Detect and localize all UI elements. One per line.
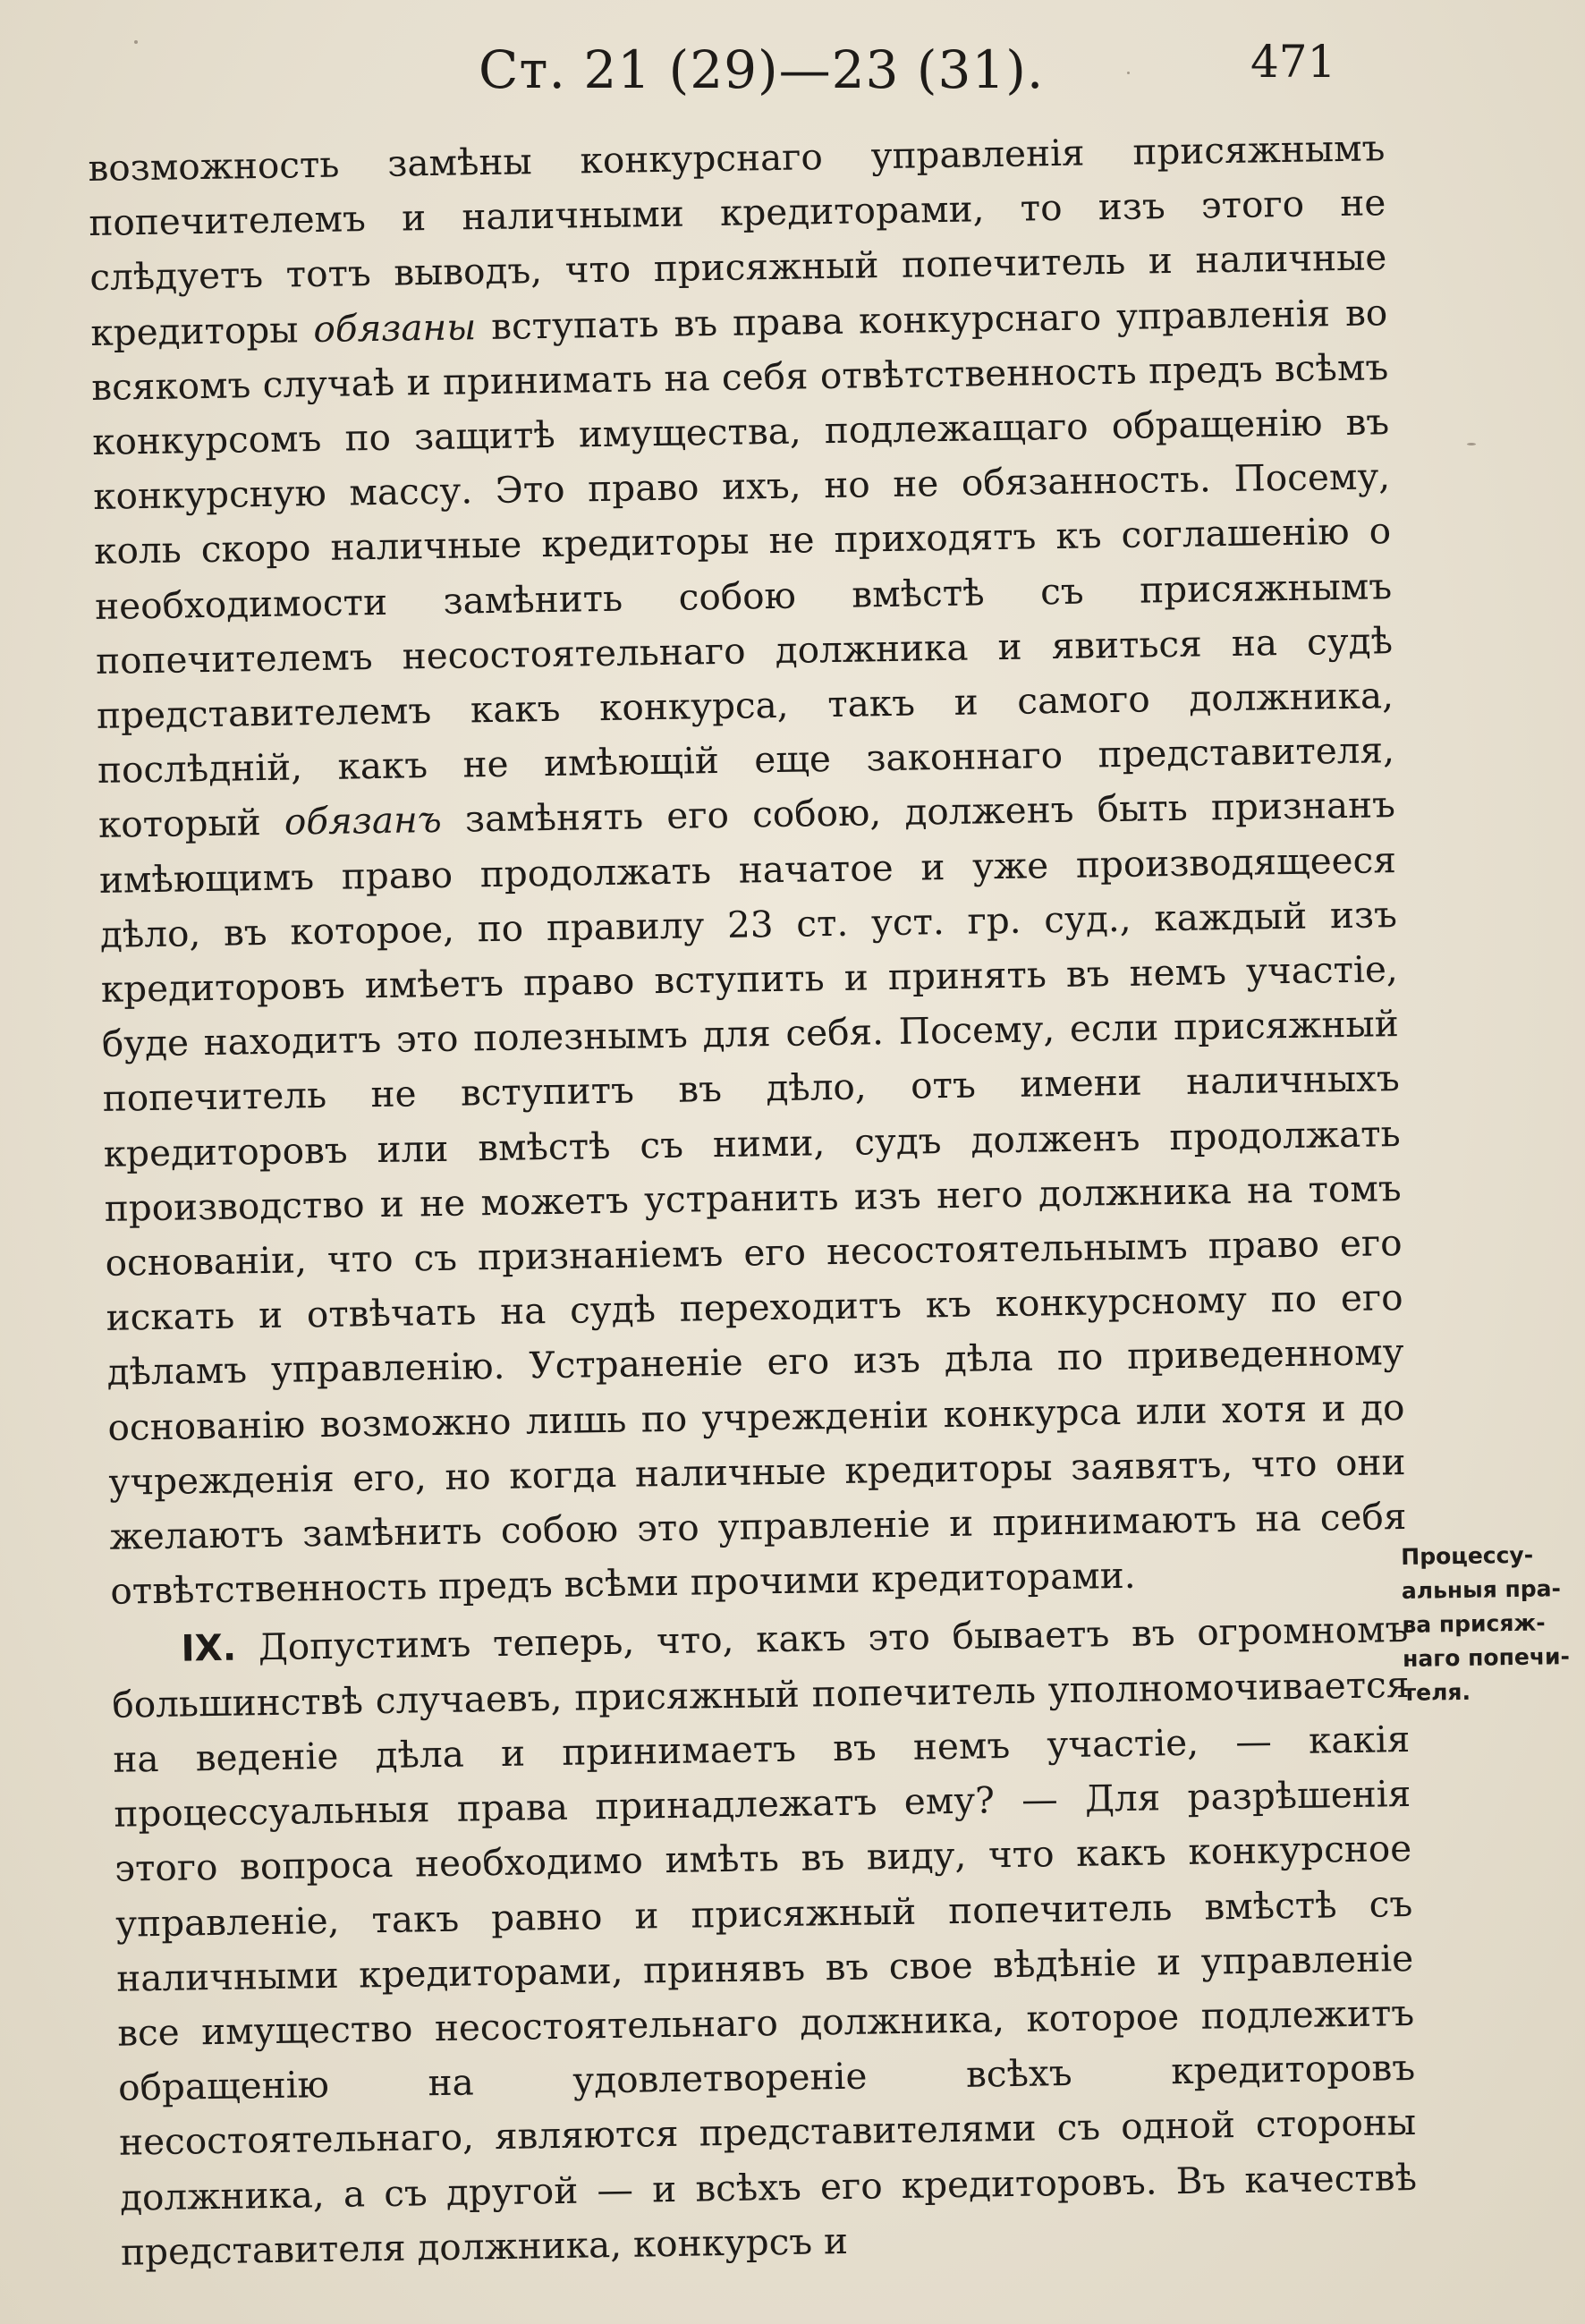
marginal-note-line-5: теля. — [1403, 1678, 1471, 1706]
paper-speck — [134, 40, 138, 44]
paragraph-2 — [111, 1603, 1418, 2280]
running-title: Ст. 21 (29)—23 (31). — [479, 39, 1045, 100]
main-text-block — [88, 121, 1418, 2279]
marginal-note-line-1: Процессу- — [1401, 1541, 1534, 1570]
paper-speck — [1127, 72, 1130, 74]
marginal-note — [1401, 1538, 1585, 1710]
paragraph-2-text: Допустимъ теперь, что, какъ это бываетъ въ огромномъ большинствѣ случаевъ, присяжный попечитель уполномочивается на веденіе дѣла и принимаетъ въ немъ участіе, — какія процессуальныя права принадлежатъ ему? — Для разрѣшенія этого вопроса необходимо имѣть въ виду, что какъ конкурсное управленіе, такъ равно и присяжный попечитель вмѣстѣ съ наличными кредиторами, принявъ въ свое вѣдѣніе и управленіе все имущество несостоятельнаго должника, которое подлежитъ обращенію на удовлетвореніе всѣхъ кредиторовъ несостоятельнаго, являются представителями съ одной стороны должника, а съ другой — и всѣхъ его кредиторовъ. Въ качествѣ представителя должника, конкурсъ и — [112, 1607, 1418, 2274]
paragraph-1 — [88, 121, 1408, 1619]
page-header — [0, 32, 1585, 113]
marginal-note-line-2: альныя пра- — [1401, 1575, 1562, 1604]
emphasis-obyazany: обязаны — [313, 304, 477, 351]
paragraph-1-part-3: замѣнять его собою, долженъ быть признанъ имѣющимъ право продолжать начатое и уже производящееся дѣло, въ которое, по правилу 23 ст. уст. гр. суд., каждый изъ кредиторовъ имѣетъ право вступить и принять въ немъ участіе, буде находитъ это полезнымъ для себя. Посему, если присяжный попечитель не вступитъ въ дѣло, отъ имени наличныхъ кредиторовъ или вмѣстѣ съ ними, судъ долженъ продолжать производство и не можетъ устранить изъ него должника на томъ основаніи, что съ признаніемъ его несостоятельнымъ право его искать и отвѣчать на судѣ переходитъ къ конкурсному по его дѣламъ управленію. Устраненіе его изъ дѣла по приведенному основанію возможно лишь по учрежденіи конкурса или хотя и до учрежденія его, но когда наличные кредиторы заявятъ, что они желаютъ замѣнить собою это управленіе и принимаютъ на себя отвѣтственность предъ всѣми прочими кредиторами. — [98, 783, 1407, 1614]
paper-speck — [1467, 443, 1476, 445]
paragraph-1-part-2: вступать въ права конкурснаго управленія во всякомъ случаѣ и принимать на себя отвѣтственность предъ всѣмъ конкурсомъ по защитѣ имущества, подлежащаго обращенію въ конкурсную массу. Это право ихъ, но не обязанность. Посему, коль скоро наличные кредиторы не приходятъ къ соглашенію о необходимости замѣнить собою вмѣстѣ съ присяжнымъ попечителемъ несостоятельнаго должника и явиться на судѣ представителемъ какъ конкурса, такъ и самого должника, послѣдній, какъ не имѣющій еще законнаго представителя, который — [90, 290, 1395, 847]
emphasis-obyazan: обязанъ — [284, 798, 443, 844]
section-number: IX. — [181, 1626, 237, 1671]
marginal-note-line-3: ва присяж- — [1402, 1609, 1546, 1638]
marginal-note-line-4: наго попечи- — [1402, 1643, 1571, 1672]
page-number: 471 — [1250, 36, 1336, 88]
paragraph-1-part-1: возможность замѣны конкурснаго управленія присяжнымъ попечителемъ и наличными кредиторами, то изъ этого не слѣдуетъ тотъ выводъ, что присяжный попечитель и наличные кредиторы — [88, 126, 1387, 354]
